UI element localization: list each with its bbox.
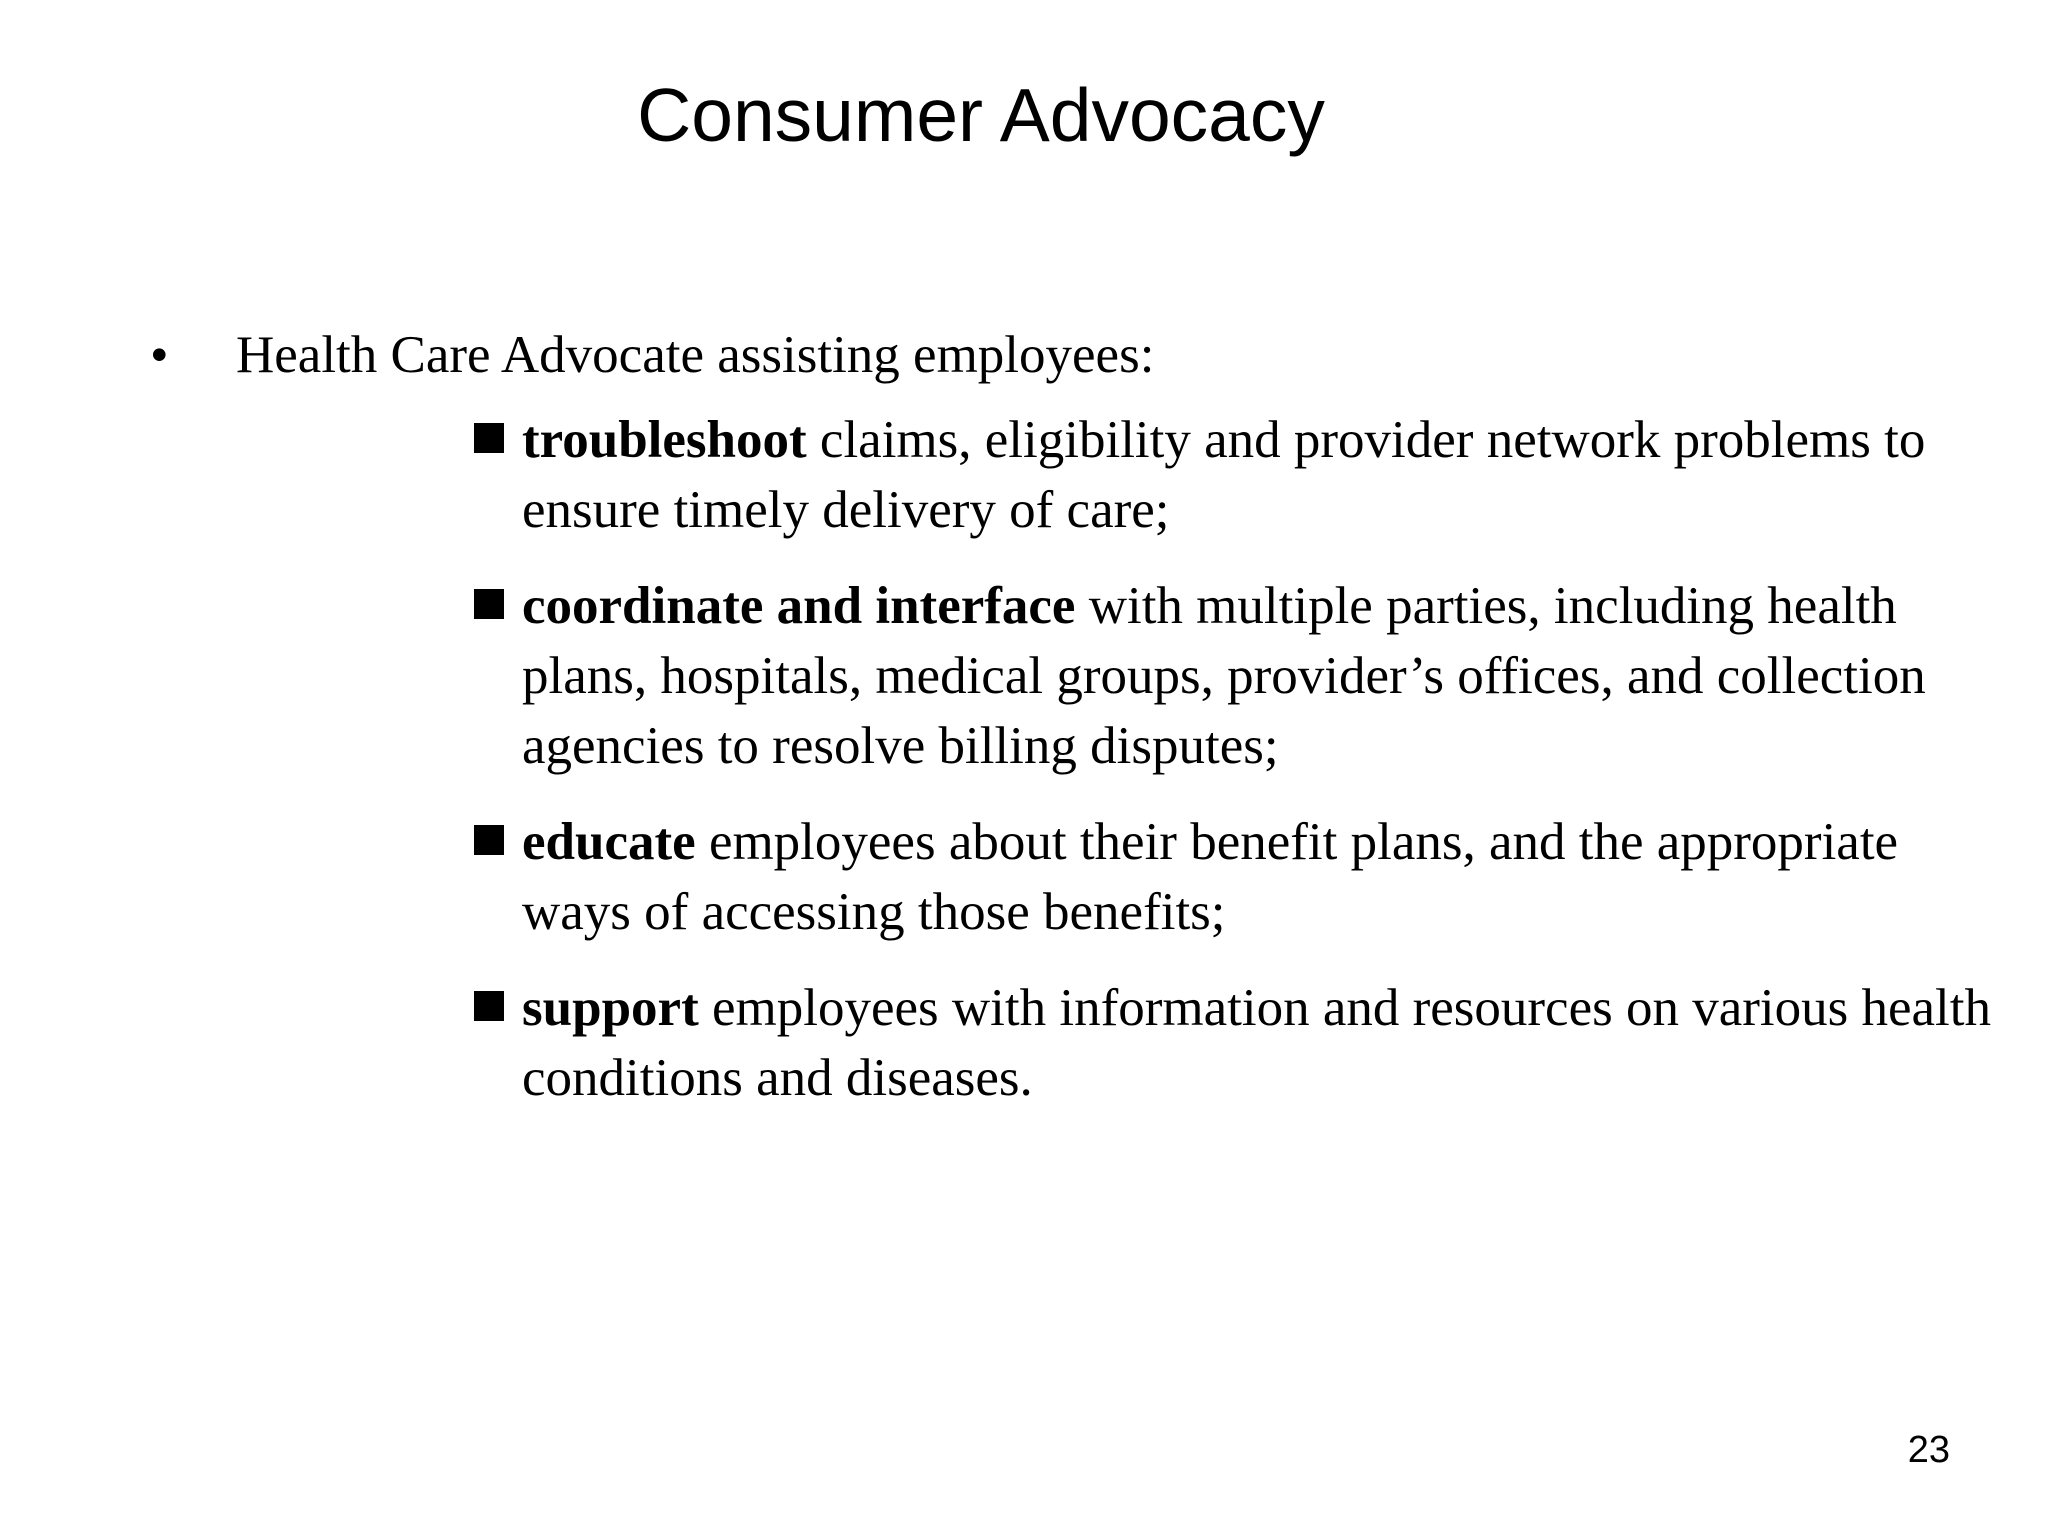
sub-bullet-item <box>472 571 2012 781</box>
sub-bullet-description: employees about their benefit plans, and the appropriate ways of accessing those benefits; <box>522 813 1899 941</box>
slide-title: Consumer Advocacy <box>637 73 1325 157</box>
sub-bullet-description: claims, eligibility and provider network problems to ensure timely delivery of care; <box>522 411 1926 539</box>
sub-bullet-keyword: coordinate and interface <box>522 577 1076 635</box>
sub-bullet-keyword: support <box>522 979 699 1037</box>
sub-bullet-keyword: troubleshoot <box>522 411 807 469</box>
sub-bullet-item <box>472 807 2012 947</box>
square-bullet-icon <box>472 571 522 641</box>
sub-bullet-item <box>472 973 2012 1113</box>
sub-bullet-item <box>472 405 2012 545</box>
square-bullet-icon <box>472 807 522 877</box>
main-bullet <box>150 320 1154 390</box>
bullet-marker: • <box>150 326 169 384</box>
sub-bullet-text <box>522 807 2012 947</box>
square-bullet-icon <box>472 405 522 475</box>
sub-bullet-description: with multiple parties, including health plans, hospitals, medical groups, provider’s offices, and collection agencies to resolve billing disputes; <box>522 577 1926 775</box>
square-bullet-icon <box>472 973 522 1043</box>
sub-bullet-keyword: educate <box>522 813 696 871</box>
sub-bullet-description: employees with information and resources on various health conditions and diseases. <box>522 979 1991 1107</box>
sub-bullet-text <box>522 973 2012 1113</box>
main-bullet-text: Health Care Advocate assisting employees: <box>236 326 1155 384</box>
page-number: 23 <box>1907 1429 1950 1471</box>
sub-bullet-text <box>522 571 2012 781</box>
sub-bullet-list <box>472 405 2012 1139</box>
sub-bullet-text <box>522 405 2012 545</box>
